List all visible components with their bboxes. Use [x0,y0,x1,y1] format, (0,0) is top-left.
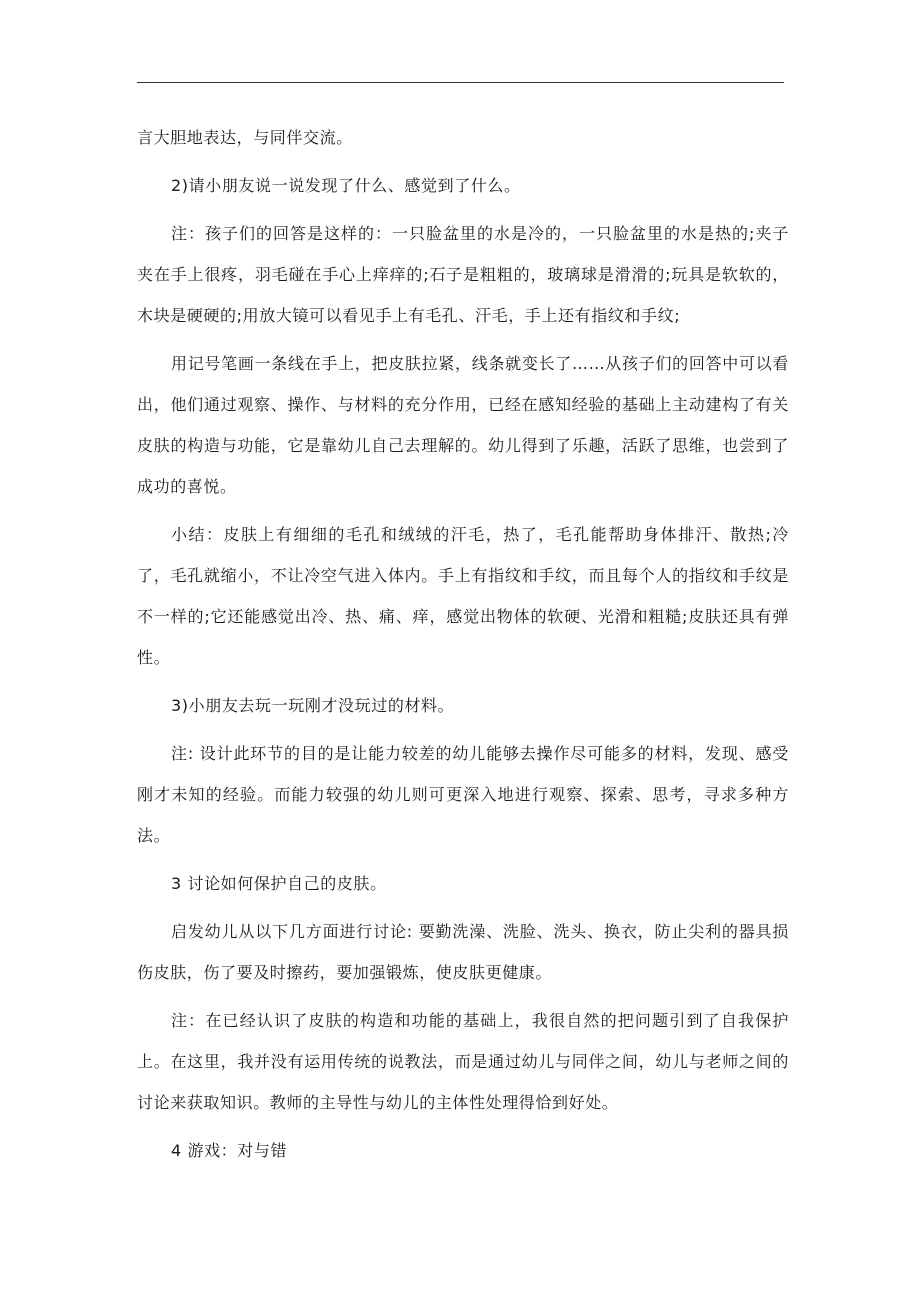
document-body [137,117,789,1171]
header-divider [137,82,784,83]
paragraph-summary: 小结：皮肤上有细细的毛孔和绒绒的汗毛，热了，毛孔能帮助身体排汗、散热;冷了，毛孔就缩小，不让冷空气进入体内。手上有指纹和手纹，而且每个人的指纹和手纹是不一样的;它还能感觉出冷、热、痛、痒，感觉出物体的软硬、光滑和粗糙;皮肤还具有弹性。 [137,525,789,667]
paragraph-continuation: 言大胆地表达，与同伴交流。 [137,128,353,147]
paragraph-note-answers: 注：孩子们的回答是这样的：一只脸盆里的水是冷的，一只脸盆里的水是热的;夹子夹在手上很疼，羽毛碰在手心上痒痒的;石子是粗粗的，玻璃球是滑滑的;玩具是软软的，木块是硬硬的;用放大镜可以看见手上有毛孔、汗毛，手上还有指纹和手纹; [137,224,789,325]
paragraph-marker-line: 用记号笔画一条线在手上，把皮肤拉紧，线条就变长了……从孩子们的回答中可以看出，他们通过观察、操作、与材料的充分作用，已经在感知经验的基础上主动建构了有关皮肤的构造与功能，它是靠幼儿自己去理解的。幼儿得到了乐趣，活跃了思维，也尝到了成功的喜悦。 [137,354,789,496]
section-heading-3: 3 讨论如何保护自己的皮肤。 [171,874,387,893]
paragraph-discussion: 启发幼儿从以下几方面进行讨论: 要勤洗澡、洗脸、洗头、换衣，防止尖利的器具损伤皮肤，伤了要及时擦药，要加强锻炼，使皮肤更健康。 [137,922,789,982]
paragraph-note-protection: 注：在已经认识了皮肤的构造和功能的基础上，我很自然的把问题引到了自我保护上。在这里，我并没有运用传统的说教法，而是通过幼儿与同伴之间，幼儿与老师之间的讨论来获取知识。教师的主导性与幼儿的主体性处理得恰到好处。 [137,1011,789,1112]
paragraph-step-2: 2)请小朋友说一说发现了什么、感觉到了什么。 [171,176,521,195]
section-heading-4: 4 游戏：对与错 [171,1141,288,1160]
paragraph-step-3: 3)小朋友去玩一玩刚才没玩过的材料。 [171,696,455,715]
paragraph-note-design: 注: 设计此环节的目的是让能力较差的幼儿能够去操作尽可能多的材料，发现、感受刚才未知的经验。而能力较强的幼儿则可更深入地进行观察、探索、思考，寻求多种方法。 [137,744,789,845]
